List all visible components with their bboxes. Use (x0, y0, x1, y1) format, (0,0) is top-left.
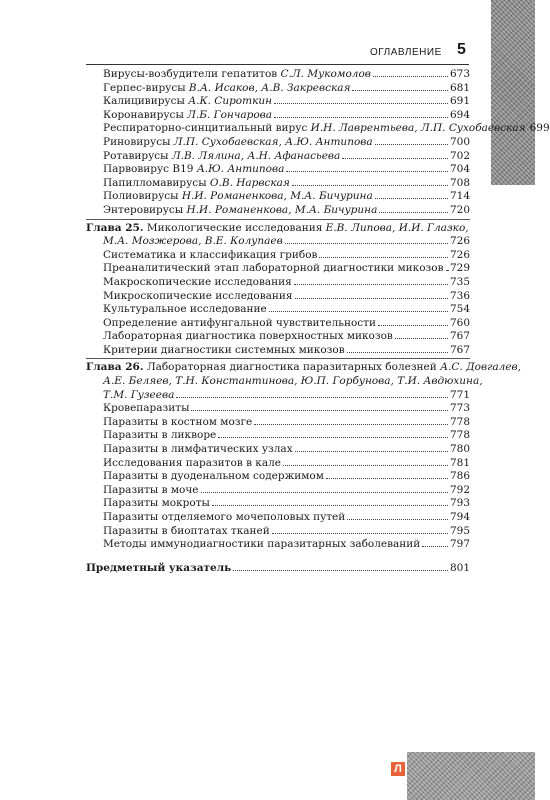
corner-watermark (407, 752, 535, 800)
entry-title: Паразиты в ликворе (103, 429, 217, 442)
entry-authors: Л.Б. Гончарова (187, 108, 273, 121)
entry-title: Культуральное исследование (103, 303, 267, 316)
entry-title: Паразиты в лимфатических узлах (103, 443, 293, 456)
leader-dots (212, 505, 448, 506)
chapter-25 (86, 222, 470, 358)
leader-dots (375, 198, 448, 199)
entry-authors: О.В. Нарвская (209, 176, 290, 189)
toc-entry[interactable] (86, 402, 470, 416)
toc-entry[interactable] (86, 163, 470, 177)
entry-title: Систематика и классификация грибов (103, 248, 318, 261)
entry-page: 767 (449, 343, 470, 356)
toc-entry[interactable] (86, 443, 470, 457)
chapter-authors: А.Е. Беляев, Т.Н. Константинова, Ю.П. Горбунова, Т.И. Авдюхина, (103, 375, 483, 388)
entry-page: 699 (529, 122, 550, 135)
leader-dots (342, 158, 448, 159)
toc-entry[interactable] (86, 177, 470, 191)
entry-authors: А.К. Сироткин (188, 95, 273, 108)
entry-page: 801 (449, 561, 470, 574)
entry-title: Респираторно-синцитиальный вирус (103, 122, 308, 135)
entry-page: 786 (449, 470, 470, 483)
leader-dots (295, 451, 448, 452)
toc-entry[interactable] (86, 290, 470, 304)
toc-entry[interactable] (86, 68, 470, 82)
toc-entry[interactable] (86, 525, 470, 539)
entry-title: Вирусы-возбудители гепатитов (103, 68, 278, 80)
leader-dots (319, 257, 448, 258)
leader-dots (218, 437, 448, 438)
chapter-authors: Т.М. Гузеева (103, 388, 175, 401)
toc-entry[interactable] (86, 330, 470, 344)
entry-title: Парвовирус В19 (103, 163, 194, 176)
leader-dots (191, 410, 448, 411)
chapter-page: 726 (449, 235, 470, 248)
entry-page: 780 (449, 443, 470, 456)
leader-dots (283, 465, 448, 466)
entry-title: Предметный указатель (86, 561, 232, 574)
toc-entry[interactable] (86, 497, 470, 511)
running-header-title: ОГЛАВЛЕНИЕ (370, 47, 442, 58)
entry-title: Коронавирусы (103, 108, 184, 121)
header-divider (86, 64, 469, 65)
leader-dots (375, 144, 448, 145)
entry-authors: С.Л. Мукомолов (280, 68, 371, 80)
entry-authors: И.Н. Лаврентьева, Л.П. Сухобаевская (310, 122, 526, 135)
entry-page: 781 (449, 456, 470, 469)
entry-title: Энтеровирусы (103, 203, 184, 216)
leader-dots (201, 492, 448, 493)
entry-title: Макроскопические исследования (103, 275, 292, 288)
chapter-heading-cont (86, 375, 483, 389)
chapter-authors: М.А. Мозжерова, В.Е. Колупаев (103, 235, 283, 248)
entry-title: Микроскопические исследования (103, 289, 293, 302)
entry-page: 735 (449, 275, 470, 288)
spacer (86, 552, 470, 562)
chapter-authors: А.С. Довгалев, (440, 361, 522, 374)
leader-dots (285, 243, 448, 244)
leader-dots (176, 397, 448, 398)
entry-page: 708 (449, 176, 470, 189)
page-edge-decoration (491, 0, 535, 185)
leader-dots (422, 546, 448, 547)
leader-dots (379, 212, 448, 213)
toc-entry[interactable] (86, 204, 470, 218)
section-divider (86, 219, 470, 220)
entry-page: 794 (449, 511, 470, 523)
entry-page: 736 (449, 289, 470, 302)
toc-entry[interactable] (86, 249, 470, 263)
entry-page: 704 (449, 163, 470, 176)
leader-dots (294, 284, 448, 285)
entry-title: Герпес-вирусы (103, 81, 186, 94)
leader-dots (373, 76, 448, 77)
toc-entry[interactable] (86, 484, 470, 498)
toc-entry[interactable] (86, 511, 470, 525)
entry-authors: Л.В. Лялина, А.Н. Афанасьева (171, 149, 341, 162)
entry-title: Ротавирусы (103, 149, 169, 162)
chapter-label: Глава 26. (86, 361, 144, 374)
entry-title: Паразиты в биоптатах тканей (103, 524, 270, 537)
subject-index-entry[interactable] (86, 562, 470, 576)
entry-title: Паразиты в моче (103, 483, 199, 496)
entry-page: 754 (449, 303, 470, 316)
toc-entry[interactable] (86, 150, 470, 164)
table-of-contents (86, 68, 550, 575)
entry-authors: А.Ю. Антипова (196, 163, 285, 176)
entry-authors: Н.И. Романенкова, М.А. Бичурина (186, 203, 378, 216)
entry-page: 702 (449, 149, 470, 162)
entry-page: 681 (449, 81, 470, 94)
entry-title: Определение антифунгальной чувствительности (103, 316, 376, 329)
entry-title: Лабораторная диагностика поверхностных микозов (103, 330, 393, 343)
entry-title: Преаналитический этап лабораторной диагностики микозов (103, 262, 444, 275)
entry-page: 760 (449, 316, 470, 329)
entry-title: Полиовирусы (103, 190, 179, 203)
section-viruses (86, 68, 550, 218)
toc-entry[interactable] (86, 317, 470, 331)
toc-entry[interactable] (86, 457, 470, 471)
leader-dots (295, 298, 448, 299)
entry-page: 793 (449, 497, 470, 510)
toc-entry[interactable] (86, 190, 470, 204)
entry-page: 673 (449, 68, 470, 80)
toc-entry[interactable] (86, 122, 550, 136)
leader-dots (274, 117, 448, 118)
leader-dots (352, 90, 448, 91)
entry-title: Критерии диагностики системных микозов (103, 343, 345, 356)
entry-page: 767 (449, 330, 470, 343)
leader-dots (286, 171, 448, 172)
toc-entry[interactable] (86, 538, 470, 552)
entry-title: Кровепаразиты (103, 402, 190, 415)
section-divider (86, 358, 470, 359)
toc-entry[interactable] (86, 303, 470, 317)
labirint-logo-icon: Л (391, 762, 405, 776)
toc-entry[interactable] (86, 95, 470, 109)
leader-dots (326, 478, 448, 479)
entry-title: Паразиты отделяемого мочеполовых путей (103, 511, 346, 523)
leader-dots (272, 533, 448, 534)
chapter-heading[interactable] (86, 361, 522, 375)
chapter-heading[interactable] (86, 222, 470, 236)
entry-page: 720 (449, 203, 470, 216)
entry-page: 778 (449, 429, 470, 442)
toc-entry[interactable] (86, 109, 470, 123)
toc-entry[interactable] (86, 429, 470, 443)
entry-authors: Л.П. Сухобаевская, А.Ю. Антипова (173, 135, 373, 148)
entry-page: 795 (449, 524, 470, 537)
leader-dots (233, 570, 448, 571)
leader-dots (446, 270, 448, 271)
page-number: 5 (457, 41, 466, 58)
leader-dots (269, 311, 448, 312)
entry-page: 797 (449, 538, 470, 551)
leader-dots (395, 338, 448, 339)
toc-entry[interactable] (86, 470, 470, 484)
entry-title: Исследования паразитов в кале (103, 456, 282, 469)
toc-entry[interactable] (86, 344, 470, 358)
toc-entry[interactable] (86, 82, 470, 96)
chapter-26 (86, 361, 522, 551)
leader-dots (347, 519, 448, 520)
entry-title: Папилломавирусы (103, 176, 207, 189)
leader-dots (347, 352, 448, 353)
chapter-title: Лабораторная диагностика паразитарных болезней (146, 361, 437, 374)
leader-dots (254, 424, 448, 425)
chapter-authors: Е.В. Липова, И.И. Глазко, (325, 221, 469, 234)
entry-page: 778 (449, 415, 470, 428)
chapter-title: Микологические исследования (146, 221, 323, 234)
leader-dots (378, 325, 448, 326)
entry-title: Риновирусы (103, 135, 171, 148)
entry-title: Паразиты в костном мозге (103, 415, 253, 428)
entry-title: Калицивирусы (103, 95, 185, 108)
chapter-heading-cont[interactable] (86, 389, 470, 403)
entry-authors: Н.И. Романенкова, М.А. Бичурина (181, 190, 373, 203)
entry-page: 700 (449, 135, 470, 148)
entry-title: Паразиты мокроты (103, 497, 210, 510)
entry-authors: В.А. Исаков, А.В. Закревская (188, 81, 351, 94)
toc-entry[interactable] (86, 262, 470, 276)
entry-page: 773 (449, 402, 470, 415)
toc-entry[interactable] (86, 416, 470, 430)
entry-page: 694 (449, 108, 470, 121)
leader-dots (292, 185, 448, 186)
entry-title: Паразиты в дуоденальном содержимом (103, 470, 324, 483)
entry-title: Методы иммунодиагностики паразитарных заболеваний (103, 538, 421, 551)
entry-page: 726 (449, 248, 470, 261)
chapter-heading-cont[interactable] (86, 235, 470, 249)
entry-page: 714 (449, 190, 470, 203)
entry-page: 729 (449, 262, 470, 275)
chapter-label: Глава 25. (86, 221, 144, 234)
toc-entry[interactable] (86, 136, 470, 150)
toc-entry[interactable] (86, 276, 470, 290)
leader-dots (274, 103, 448, 104)
entry-page: 792 (449, 483, 470, 496)
chapter-page: 771 (449, 388, 470, 401)
entry-page: 691 (449, 95, 470, 108)
